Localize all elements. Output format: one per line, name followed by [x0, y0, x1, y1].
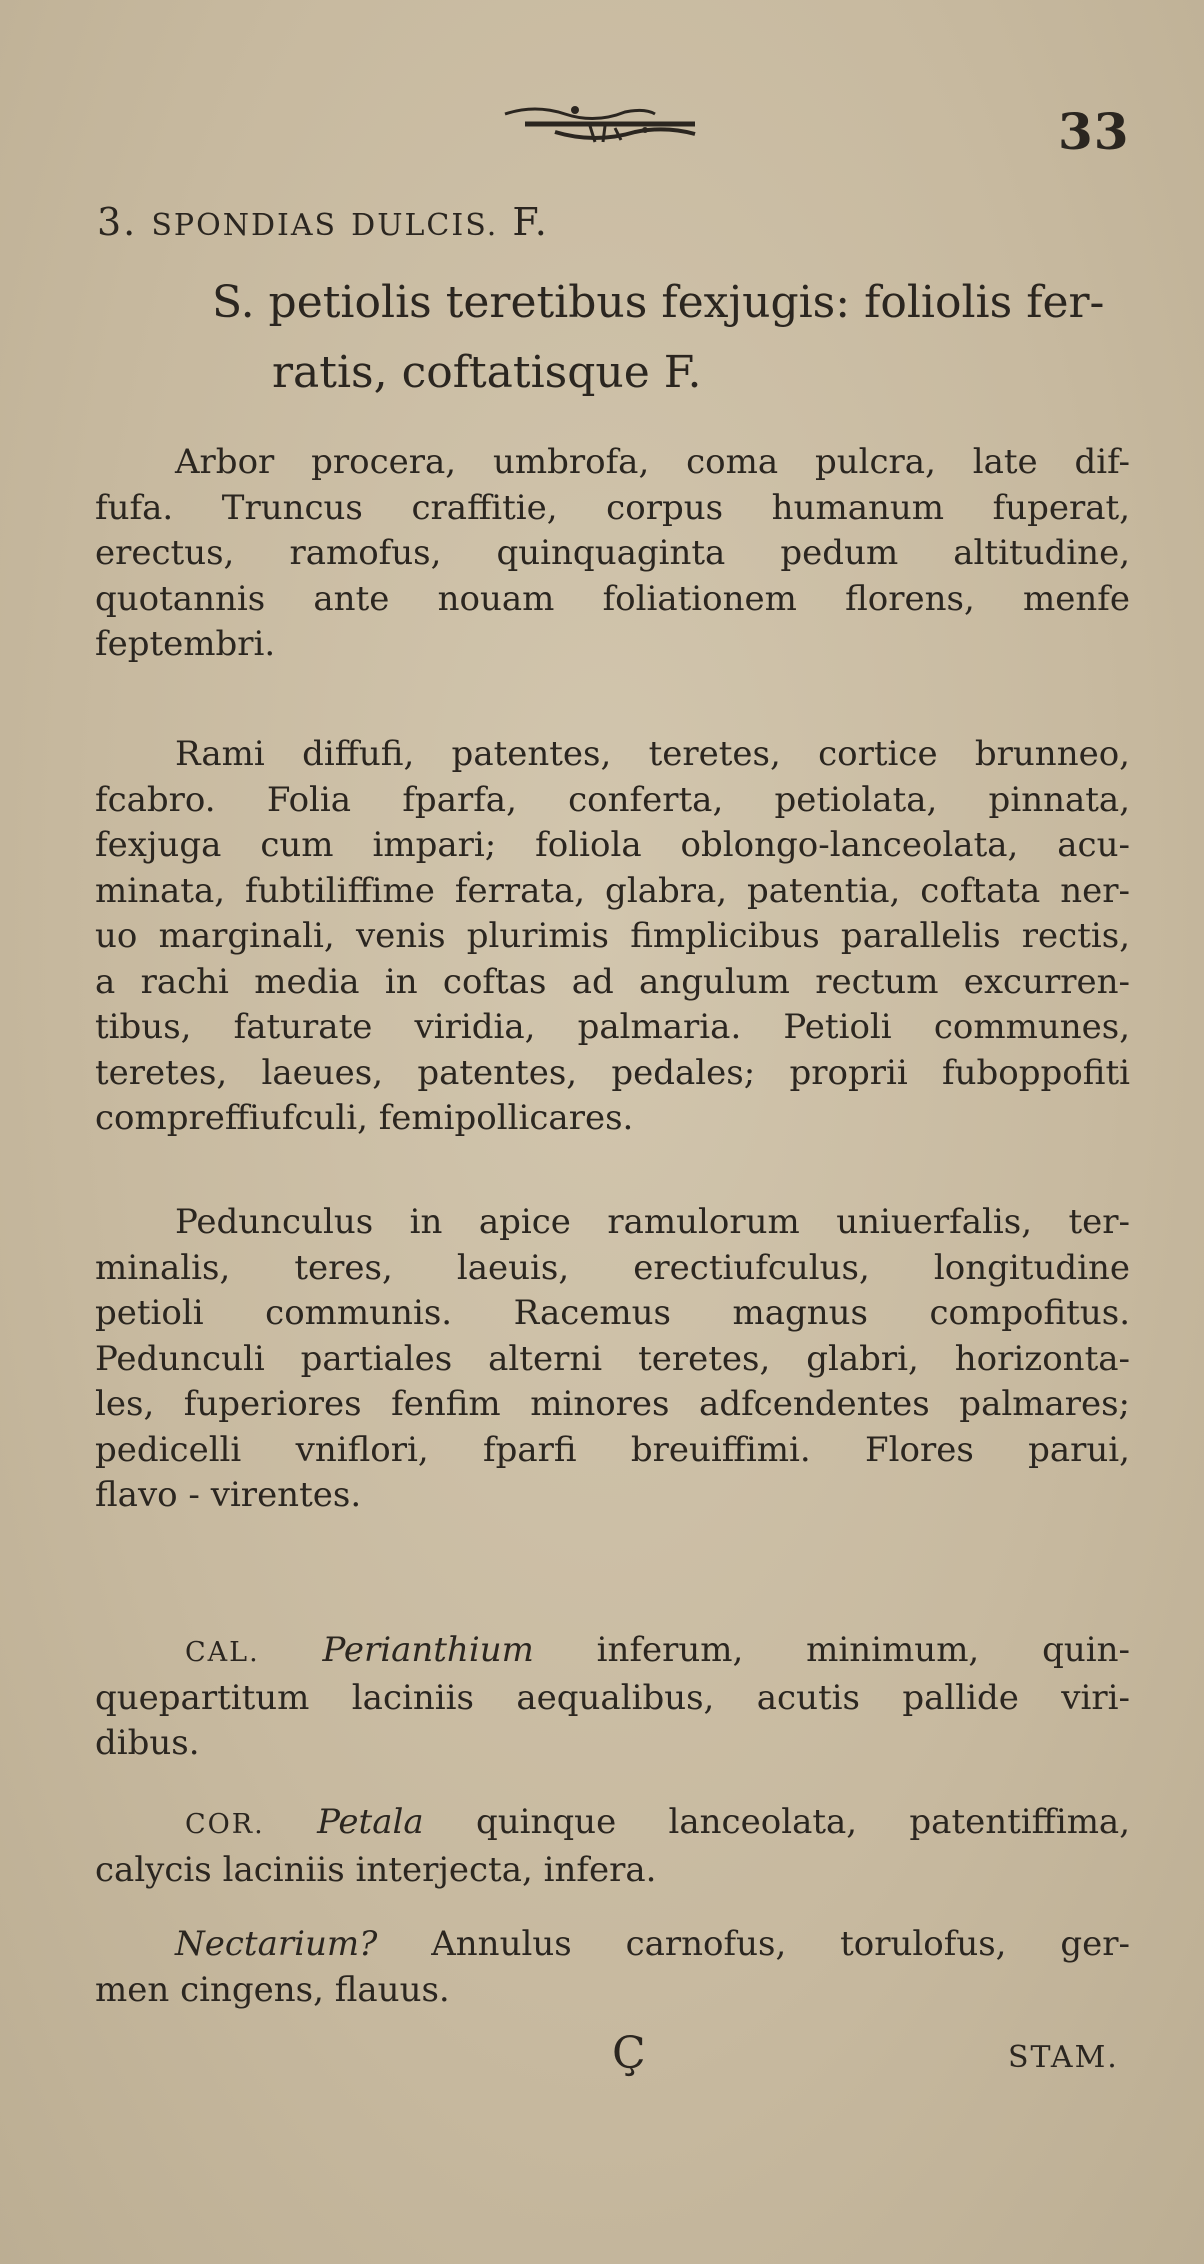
nectary-text: Annulus carnofus, torulofus, ger- — [431, 1924, 1130, 1964]
text-line: compreffiufculi, femipollicares. — [95, 1098, 634, 1138]
paragraph-leaves — [95, 732, 1130, 1142]
text-line: a rachi media in coftas ad angulum rectum excurren- — [95, 961, 1130, 1002]
paragraph-inflorescence — [95, 1200, 1130, 1519]
signature-mark: Ç — [612, 2028, 646, 2079]
paragraph-nectary — [95, 1922, 1130, 2013]
catchword: STAM. — [1008, 2040, 1119, 2075]
genus-name: SPONDIAS — [151, 208, 338, 243]
text-line: calycis laciniis interjecta, infera. — [95, 1849, 657, 1890]
text-line: les, fuperiores fenfim minores adfcendentes palmares; — [95, 1384, 1130, 1424]
text-line: minalis, teres, laeuis, erectiufculus, longitudine — [95, 1247, 1130, 1288]
paragraph-calyx — [95, 1628, 1130, 1767]
text-line: uo marginali, venis plurimis fimplicibus parallelis rectis, — [95, 916, 1130, 956]
text-line: minata, fubtiliffime ferrata, glabra, patentia, coftata ner- — [95, 870, 1130, 911]
text-line: Arbor procera, umbrofa, coma pulcra, late dif- — [175, 442, 1130, 482]
nectary-term: Nectarium? — [175, 1924, 378, 1964]
text-line: fexjuga cum impari; foliola oblongo-lanceolata, acu- — [95, 825, 1130, 865]
text-line: fufa. Truncus craffitie, corpus humanum fuperat, — [95, 487, 1130, 528]
text-line: feptembri. — [95, 624, 276, 664]
page-number: 33 — [1058, 102, 1130, 161]
paragraph-corolla — [95, 1800, 1130, 1893]
species-heading — [97, 200, 549, 244]
text-line: fcabro. Folia fparfa, conferta, petiolata, pinnata, — [95, 779, 1130, 820]
calyx-text: inferum, minimum, quin- — [596, 1630, 1130, 1670]
text-line: Rami diffufi, patentes, teretes, cortice brunneo, — [175, 734, 1130, 774]
diagnosis — [212, 268, 1132, 408]
text-line — [95, 1800, 1130, 1848]
text-line: quepartitum laciniis aequalibus, acutis pallide viri- — [95, 1677, 1130, 1718]
species-number: 3. — [97, 200, 138, 244]
text-line: quotannis ante nouam foliationem florens, menfe — [95, 578, 1130, 619]
text-line: teretes, laeues, patentes, pedales; proprii fuboppofiti — [95, 1052, 1130, 1093]
corolla-text: quinque lanceolata, patentiffima, — [475, 1802, 1131, 1842]
text-line: tibus, faturate viridia, palmaria. Petioli communes, — [95, 1007, 1130, 1047]
corolla-term: Petala — [317, 1802, 424, 1842]
text-line: petioli communis. Racemus magnus compofitus. — [95, 1293, 1130, 1333]
text-line — [95, 1922, 1130, 1968]
paragraph-habit — [95, 440, 1130, 668]
calyx-term: Perianthium — [322, 1630, 534, 1670]
text-line: erectus, ramofus, quinquaginta pedum altitudine, — [95, 533, 1130, 573]
text-line: Pedunculus in apice ramulorum uniuerfalis, ter- — [175, 1202, 1130, 1242]
text-line: dibus. — [95, 1723, 200, 1763]
text-line: pedicelli vniflori, fparfi breuiffimi. Flores parui, — [95, 1429, 1130, 1470]
diagnosis-line: ratis, coftatisque F. — [272, 347, 702, 398]
species-epithet: DULCIS. — [351, 208, 499, 243]
diagnosis-line: S. petiolis teretibus fexjugis: foliolis fer- — [212, 277, 1105, 328]
text-line: men cingens, flauus. — [95, 1969, 450, 2010]
text-line — [95, 1628, 1130, 1676]
text-line: flavo - virentes. — [95, 1475, 362, 1515]
printers-ornament — [495, 96, 725, 156]
calyx-label: CAL. — [185, 1637, 260, 1668]
author-abbrev: F. — [512, 200, 549, 244]
corolla-label: COR. — [185, 1809, 265, 1840]
text-line: Pedunculi partiales alterni teretes, glabri, horizonta- — [95, 1338, 1130, 1379]
